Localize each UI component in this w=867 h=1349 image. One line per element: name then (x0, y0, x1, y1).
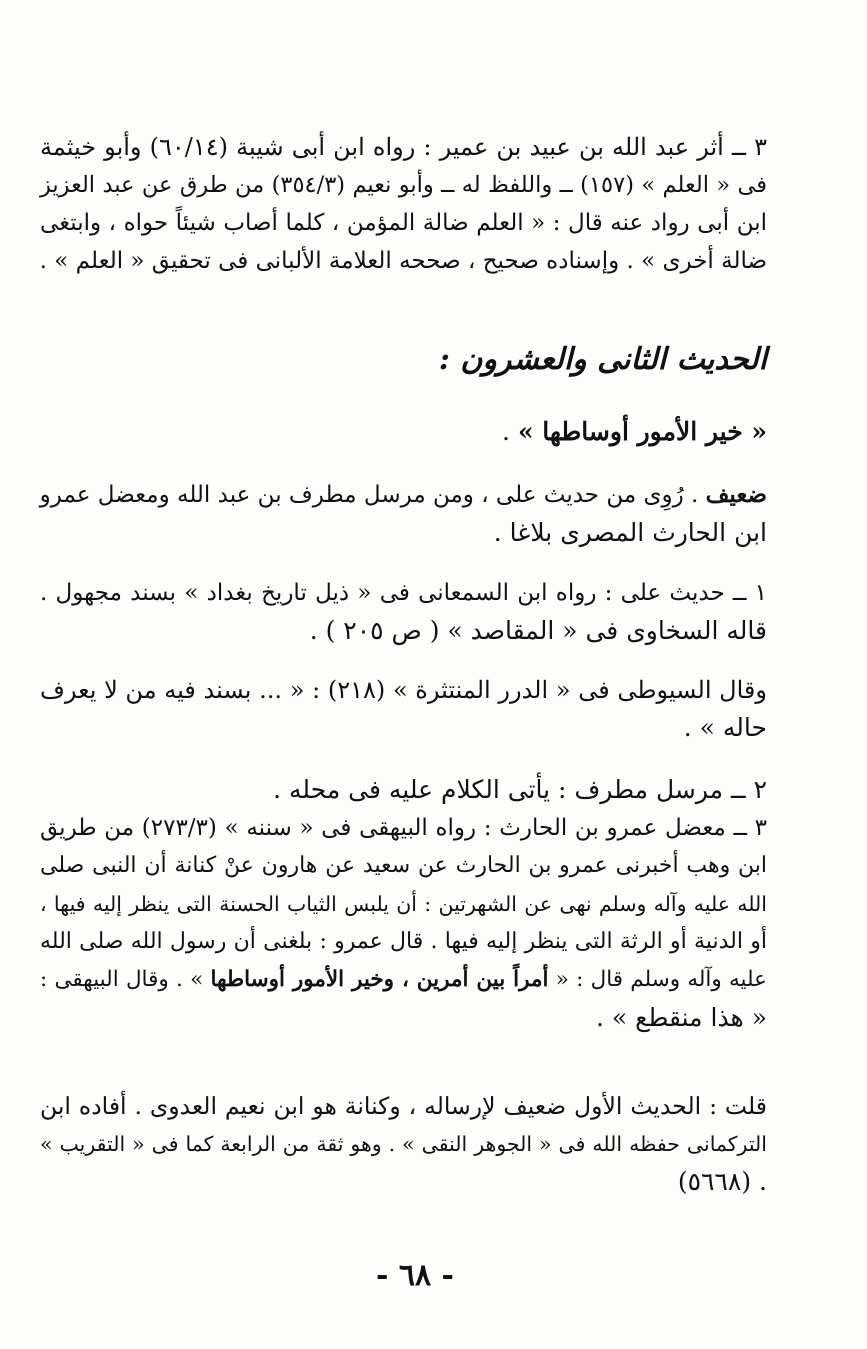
text-line: أو الدنية أو الرثة التى ينظر إليه فيها . قال عمرو : بلغنى أن رسول الله صلى الله (40, 929, 767, 954)
text-line: حاله » . (683, 713, 767, 742)
paragraph-grade (40, 476, 767, 552)
hadith-text (40, 413, 767, 451)
text-line: الله عليه وآله وسلم نهى عن الشهرتين : أن يلبس الثياب الحسنة التى ينظر إليه فيها ، (40, 892, 767, 916)
section-heading: الحديث الثانى والعشرون : (438, 342, 767, 377)
text-line: وقال السيوطى فى « الدرر المنتثرة » (٢١٨) : « ... بسند فيه من لا يعرف (40, 676, 767, 704)
text-line (40, 413, 767, 451)
text-line: قاله السخاوى فى « المقاصد » ( ص ٢٠٥ ) . (309, 616, 767, 645)
paragraph-athar-abdullah (40, 128, 767, 280)
paragraph-mursal-mutarrif (40, 771, 767, 1037)
paragraph-conclusion (40, 1087, 767, 1201)
paragraph-hadith-ali (40, 574, 767, 650)
text-line: ٣ ــ أثر عبد الله بن عبيد بن عمير : رواه ابن أبى شيبة (٦٠/١٤) وأبو خيثمة (40, 133, 767, 161)
text-line (40, 476, 767, 514)
text-segment: » . وقال البيهقى : (40, 967, 211, 992)
text-line: ابن وهب أخبرنى عمرو بن الحارث عن سعيد عن هارون عنْ كنانة أن النبى صلى (40, 853, 767, 878)
text-line: ٢ ــ مرسل مطرف : يأتى الكلام عليه فى محله . (273, 775, 767, 804)
text-line: ضالة أخرى » . وإسناده صحيح ، صححه العلامة الألبانى فى تحقيق « العلم » . (39, 248, 767, 274)
text-line: التركمانى حفظه الله فى « الجوهر النقى » . وهو ثقة من الرابعة كما فى « التقريب » (40, 1132, 767, 1156)
bold-quote: أمراً بين أمرين ، وخير الأمور أوساطها (210, 967, 549, 992)
text-line: ١ ــ حديث على : رواه ابن السمعانى فى « ذيل تاريخ بغداد » بسند مجهول . (40, 580, 767, 606)
text-segment: عليه وآله وسلم قال : « (548, 967, 767, 992)
page-number: - ٦٨ - (375, 1258, 455, 1293)
text-line (40, 961, 767, 999)
hadith-end: . (502, 417, 518, 446)
text-line: قلت : الحديث الأول ضعيف لإرساله ، وكنانة هو ابن نعيم العدوى . أفاده ابن (40, 1092, 767, 1120)
text-line: ابن الحارث المصرى بلاغا . (493, 518, 767, 547)
grade-label: ضعيف (705, 481, 767, 508)
text-line: فى « العلم » (١٥٧) ــ واللفظ له ــ وأبو نعيم (٣٥٤/٣) من طرق عن عبد العزيز (40, 172, 768, 198)
grade-text: . رُوِى من حديث على ، ومن مرسل مطرف بن عبد الله ومعضل عمرو (39, 482, 706, 508)
page-content (40, 0, 767, 1349)
text-line: « هذا منقطع » . (596, 1003, 767, 1032)
text-line: ٣ ــ معضل عمرو بن الحارث : رواه البيهقى فى « سننه » (٢٧٣/٣) من طريق (40, 815, 767, 841)
hadith-quote: « خير الأمور أوساطها » (517, 417, 767, 446)
paragraph-suyuti (40, 671, 767, 747)
text-line: ابن أبى رواد عنه قال : « العلم ضالة المؤمن ، كلما أصاب شيئاً حواه ، وابتغى (40, 210, 767, 236)
text-line: . (٥٦٦٨) (677, 1167, 767, 1196)
